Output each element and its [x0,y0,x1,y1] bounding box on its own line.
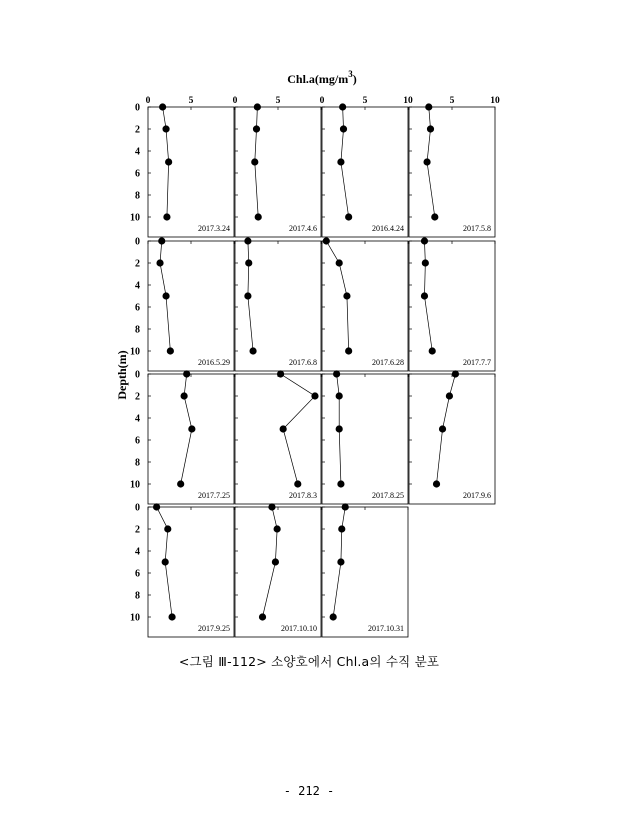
panel-date-label: 2017.6.28 [372,358,404,367]
data-point [188,425,195,432]
x-tick-label: 0 [145,96,151,106]
y-tick-label: 0 [135,236,140,248]
panel-date-label: 2017.10.10 [281,624,317,633]
data-point [183,370,190,377]
data-point [337,158,344,165]
panel-date-label: 2016.4.24 [372,224,404,233]
data-point [158,237,165,244]
panel-frame [409,241,495,371]
panel [320,96,413,237]
panel-date-label: 2016.5.29 [198,358,230,367]
y-tick-label: 4 [135,413,140,425]
panel-date-label: 2017.9.25 [198,624,230,633]
data-point [162,292,169,299]
x-axis-title [287,69,357,86]
data-point [323,237,330,244]
y-tick-label: 8 [135,324,140,336]
panel [130,370,234,505]
data-point [294,480,301,487]
data-point [342,503,349,510]
panel-date-label: 2017.7.25 [198,491,230,500]
data-point [422,259,429,266]
x-axis-title-main: Chl.a(mg/m [287,72,349,86]
y-tick-label: 6 [135,568,140,580]
data-point [337,480,344,487]
data-point [162,558,169,565]
panel-date-label: 2017.5.8 [463,224,491,233]
x-axis-title-close: ) [352,72,357,86]
y-tick-label: 8 [135,590,140,602]
panel [233,96,321,237]
data-point [163,213,170,220]
y-tick-label: 8 [135,457,140,469]
y-tick-label: 2 [135,124,140,136]
panel-date-label: 2017.10.31 [368,624,404,633]
data-point [421,237,428,244]
data-point [274,525,281,532]
panel [322,370,408,504]
panel [235,370,321,504]
y-tick-label: 4 [135,280,140,292]
panel-date-label: 2017.7.7 [463,358,491,367]
x-axis-title-superscript: 3 [348,69,353,79]
panels-layer [130,96,500,637]
data-point [280,425,287,432]
page-number: - 212 - [283,784,335,798]
panel-frame [322,241,408,371]
data-point [330,613,337,620]
data-point [165,158,172,165]
panel [130,237,234,372]
y-tick-label: 10 [130,346,140,358]
x-tick-label: 5 [362,96,368,106]
panel [235,503,321,637]
x-tick-label: 5 [449,96,455,106]
y-tick-label: 6 [135,302,140,314]
panel-date-label: 2017.8.25 [372,491,404,500]
data-point [244,237,251,244]
y-tick-label: 6 [135,435,140,447]
panel-date-label: 2017.9.6 [463,491,491,500]
data-point [431,213,438,220]
data-point [272,558,279,565]
panel-date-label: 2017.8.3 [289,491,317,500]
panel-frame [235,374,321,504]
data-point [336,392,343,399]
panel [322,237,408,371]
y-tick-label: 4 [135,146,140,158]
data-point [159,103,166,110]
data-point [167,347,174,354]
data-point [345,213,352,220]
data-point [244,292,251,299]
data-point [427,125,434,132]
panel-frame [409,107,495,237]
panel [130,96,234,237]
y-tick-label: 10 [130,612,140,624]
y-tick-label: 2 [135,524,140,536]
x-tick-label: 10 [403,96,413,106]
x-tick-label: 0 [319,96,325,106]
data-point [333,370,340,377]
data-point [439,425,446,432]
data-point [446,392,453,399]
y-tick-label: 0 [135,369,140,381]
y-tick-label: 10 [130,479,140,491]
data-point [254,103,261,110]
data-point [181,392,188,399]
data-point [421,292,428,299]
data-point [336,259,343,266]
data-point [162,125,169,132]
panel-frame [235,107,321,237]
data-point [277,370,284,377]
panel-date-label: 2017.6.8 [289,358,317,367]
data-point [339,103,346,110]
data-point [452,370,459,377]
figure-caption: <그림 Ⅲ-112> 소양호에서 Chl.a의 수직 분포 [178,654,440,669]
data-point [338,525,345,532]
x-tick-label: 5 [188,96,194,106]
y-tick-label: 8 [135,190,140,202]
data-point [337,558,344,565]
data-point [153,503,160,510]
panel-frame [322,107,408,237]
data-point [345,347,352,354]
data-point [255,213,262,220]
data-point [253,125,260,132]
data-point [245,259,252,266]
data-point [251,158,258,165]
data-point [343,292,350,299]
y-tick-label: 2 [135,258,140,270]
x-tick-label: 5 [275,96,281,106]
panel [409,96,500,237]
data-point [249,347,256,354]
panel-frame [148,107,234,237]
data-point [340,125,347,132]
y-tick-label: 0 [135,502,140,514]
y-tick-label: 2 [135,391,140,403]
data-point [164,525,171,532]
panel [409,237,495,371]
y-tick-label: 0 [135,102,140,114]
y-tick-label: 4 [135,546,140,558]
panel [130,503,234,638]
panel [322,503,408,637]
y-axis-title: Depth(m) [115,350,129,400]
x-tick-label: 10 [490,96,500,106]
data-point [168,613,175,620]
data-point [429,347,436,354]
data-point [311,392,318,399]
panel [235,237,321,371]
data-point [156,259,163,266]
x-tick-label: 0 [232,96,238,106]
data-point [433,480,440,487]
panel-date-label: 2017.3.24 [198,224,230,233]
y-tick-label: 6 [135,168,140,180]
data-point [268,503,275,510]
y-tick-label: 10 [130,212,140,224]
data-point [423,158,430,165]
panel [409,370,495,504]
data-point [425,103,432,110]
panel-frame [148,507,234,637]
panel-date-label: 2017.4.6 [289,224,317,233]
data-point [259,613,266,620]
data-point [336,425,343,432]
panel-frame [148,374,234,504]
panel-frame [322,374,408,504]
data-point [177,480,184,487]
